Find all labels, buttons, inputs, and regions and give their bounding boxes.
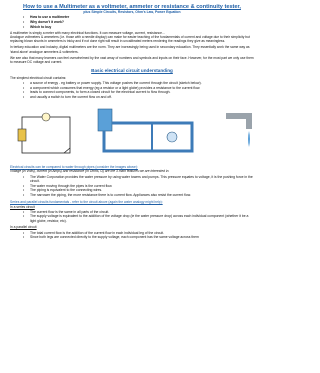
circuit-diagram-icon bbox=[14, 103, 82, 161]
list-item: • Why doesn't it work? bbox=[24, 20, 254, 25]
intro-paragraph: In tertiary education and industry, digital multimeters are the norm. They are increasingly being used in secondary education. They essentially work the same way as 'stand alone' analogue ammeters & voltmeters. bbox=[10, 45, 250, 54]
list-item: • The piping is equivalent to the connecting wires. bbox=[24, 188, 254, 193]
list-item: • leads to connect components, to form a closed circuit for the electrical current to flow through. bbox=[24, 90, 254, 95]
list-item: • Which to buy bbox=[24, 25, 254, 30]
circuit-list bbox=[24, 81, 254, 99]
water-intro: Electrical circuits can be compared to water through pipes (consider the images above): bbox=[10, 165, 138, 170]
parallel-label: In a parallel circuit bbox=[10, 225, 37, 230]
list-item: • How to use a multimeter bbox=[24, 15, 254, 20]
list-item: • The water moving through the pipes is the current flow. bbox=[24, 184, 254, 189]
series-label: In a series circuit bbox=[10, 204, 35, 209]
list-item: • The supply voltage is equivalent to the addition of the voltage drop (ie the water pressure drop) across each individual component (whether it be a light globe, resistor, etc). bbox=[24, 214, 254, 223]
list-item: • a component which consumes that energy (eg a resistor or a light globe) provides a resistance to the current flow. bbox=[24, 86, 254, 91]
page-subtitle: plus Simple Circuits, Resistors, Ohm's Law, Power Equation bbox=[83, 10, 181, 15]
faucet-icon bbox=[220, 103, 260, 161]
list-item: • and usually a switch to turn the current flow on and off. bbox=[24, 95, 254, 100]
intro-paragraph: We see also that many learners can feel overwhelmed by the vast array of numbers and symbols and inputs on their face. However, for the most part we only use them to measure DC voltage and current. bbox=[10, 55, 254, 64]
page-title: How to use a Multimeter as a voltmeter, ammeter or resistance & continuity tester, bbox=[23, 4, 241, 10]
section-heading: Basic electrical circuit understanding bbox=[91, 67, 173, 73]
parallel-list bbox=[24, 231, 254, 240]
list-item: • Since both legs are connected directly to the supply voltage, each component has the same voltage across them bbox=[24, 235, 254, 240]
list-item: • The current flow is the same in all parts of the circuit. bbox=[24, 210, 254, 215]
circuit-intro: The simplest electrical circuit contains: bbox=[10, 75, 67, 80]
water-pipe-analogy-icon bbox=[92, 103, 212, 161]
water-list bbox=[24, 175, 254, 198]
intro-list bbox=[24, 15, 254, 29]
series-list bbox=[24, 210, 254, 224]
list-item: • The narrower the piping, the more resistance there is to current flow. Appliances also resist the current flow. bbox=[24, 193, 254, 198]
intro-paragraph: A multimeter is simply a meter with many electrical functions. It can measure voltage, current, resistance... bbox=[10, 31, 165, 36]
intro-paragraph: Analogue voltmeters & ammeters (i.e. those with a needle display) can make for easier teaching of the fundamentals of current and voltage due to their simplicity but replacing blown shunts in ammeters is tricky and if not done right will result in uncalibrated meters rendering the readings they give as meaningless. bbox=[10, 35, 250, 44]
series-heading: Series and parallel circuits fundamentals - refer to the circuit above (again the water analogy might help): bbox=[10, 200, 163, 205]
water-note: Voltage (in Volts), current (in Amps) and resistance (in Ohms, Ω) are the 3 main features we are interested in. bbox=[10, 169, 170, 174]
circuit-images bbox=[10, 103, 254, 165]
list-item: • The Water Corporation provides the water pressure by using water towers and pumps. This pressure equates to voltage, it is the pushing force in the circuit. bbox=[24, 175, 254, 184]
list-item: • a source of energy - eg battery or power supply. This voltage pushes the current through the circuit (sketch below). bbox=[24, 81, 254, 86]
list-item: • The total current flow is the addition of the current flow in each individual leg of the circuit. bbox=[24, 231, 254, 236]
